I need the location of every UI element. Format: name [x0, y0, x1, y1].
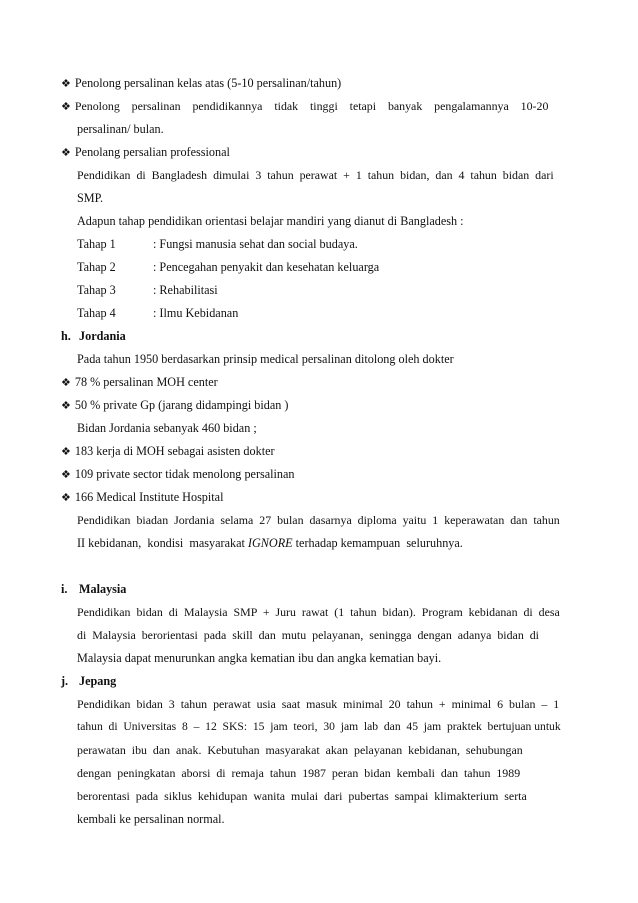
paragraph-line: berorentasi pada siklus kehidupan wanita mulai dari pubertas sampai klimakterium serta — [77, 789, 527, 803]
tahap-text: : Fungsi manusia sehat dan social budaya. — [153, 237, 358, 251]
tahap-text: : Pencegahan penyakit dan kesehatan keluarga — [153, 260, 380, 274]
bullet-text: 183 kerja di MOH sebagai asisten dokter — [74, 444, 275, 458]
tahap-row — [77, 259, 638, 275]
paragraph-line: Adapun tahap pendidikan orientasi belajar mandiri yang dianut di Bangladesh : — [77, 214, 464, 228]
bullet-item — [61, 374, 638, 390]
diamond-bullet-icon: ❖ — [61, 492, 71, 504]
bullet-text: 109 private sector tidak menolong persalinan — [74, 467, 295, 481]
tahap-label: Tahap 3 — [77, 283, 116, 297]
paragraph-line: SMP. — [77, 191, 104, 205]
paragraph-line: Pendidikan biadan Jordania selama 27 bulan dasarnya diploma yaitu 1 keperawatan dan tahun — [77, 513, 560, 527]
tahap-label: Tahap 4 — [77, 306, 116, 320]
bullet-text: 78 % persalinan MOH center — [74, 375, 218, 389]
tahap-text: : Rehabilitasi — [153, 283, 218, 297]
paragraph-line: di Malaysia berorientasi pada skill dan mutu pelayanan, seningga dengan adanya bidan di — [77, 628, 539, 642]
bullet-text: Penolong persalinan kelas atas (5-10 persalinan/tahun) — [74, 76, 342, 90]
section-title: Jepang — [79, 674, 117, 688]
section-heading — [61, 328, 638, 344]
text-run: terhadap kemampuan seluruhnya. — [292, 536, 463, 550]
tahap-text: : Ilmu Kebidanan — [153, 306, 239, 320]
paragraph-line: Malaysia dapat menurunkan angka kematian ibu dan angka kematian bayi. — [77, 651, 442, 665]
diamond-bullet-icon: ❖ — [61, 377, 71, 389]
diamond-bullet-icon: ❖ — [61, 469, 71, 481]
diamond-bullet-icon: ❖ — [61, 400, 71, 412]
section-heading — [61, 581, 638, 597]
bullet-text: 166 Medical Institute Hospital — [74, 490, 224, 504]
paragraph-line: dengan peningkatan aborsi di remaja tahun 1987 peran bidan kembali dan tahun 1989 — [77, 766, 521, 780]
section-label: j. — [61, 674, 69, 688]
diamond-bullet-icon: ❖ — [61, 78, 71, 90]
diamond-bullet-icon: ❖ — [61, 147, 71, 159]
paragraph-line: perawatan ibu dan anak. Kebutuhan masyarakat akan pelayanan kebidanan, sehubungan — [77, 743, 523, 757]
bullet-item — [61, 443, 638, 459]
tahap-label: Tahap 1 — [77, 237, 116, 251]
text-run: II kebidanan, kondisi masyarakat — [77, 536, 248, 550]
paragraph-line: Pada tahun 1950 berdasarkan prinsip medical persalinan ditolong oleh dokter — [77, 352, 454, 366]
paragraph-line: Pendidikan bidan 3 tahun perawat usia saat masuk minimal 20 tahun + minimal 6 bulan – 1 — [77, 697, 560, 711]
bullet-item — [61, 397, 638, 413]
section-title: Jordania — [79, 329, 126, 343]
bullet-text: Penolong persalinan pendidikannya tidak tinggi tetapi banyak pengalamannya 10-20 — [74, 99, 549, 113]
tahap-row — [77, 282, 638, 298]
bullet-item — [61, 466, 638, 482]
diamond-bullet-icon: ❖ — [61, 101, 71, 113]
paragraph-line: kembali ke persalinan normal. — [77, 812, 225, 826]
bullet-text: Penolang persalian professional — [74, 145, 230, 159]
section-title: Malaysia — [79, 582, 127, 596]
tahap-row — [77, 305, 638, 321]
bullet-item — [61, 489, 638, 505]
paragraph-line: Pendidikan di Bangladesh dimulai 3 tahun perawat + 1 tahun bidan, dan 4 tahun bidan dari — [77, 168, 554, 182]
emphasis-text: IGNORE — [247, 536, 293, 550]
section-label: i. — [61, 582, 68, 596]
paragraph-line: Pendidikan bidan di Malaysia SMP + Juru rawat (1 tahun bidan). Program kebidanan di desa — [77, 605, 560, 619]
bullet-text: 50 % private Gp (jarang didampingi bidan ) — [74, 398, 289, 412]
section-heading — [61, 673, 638, 689]
paragraph-line: tahun di Universitas 8 – 12 SKS: 15 jam teori, 30 jam lab dan 45 jam praktek bertujuan untuk — [77, 720, 561, 733]
diamond-bullet-icon: ❖ — [61, 446, 71, 458]
paragraph-line: Bidan Jordania sebanyak 460 bidan ; — [77, 421, 257, 435]
bullet-item — [61, 144, 638, 160]
tahap-row — [77, 236, 638, 252]
bullet-item — [61, 75, 638, 91]
paragraph-line — [77, 535, 638, 551]
bullet-item — [61, 98, 638, 114]
tahap-label: Tahap 2 — [77, 260, 116, 274]
bullet-continuation: persalinan/ bulan. — [77, 122, 164, 136]
section-label: h. — [61, 329, 71, 343]
